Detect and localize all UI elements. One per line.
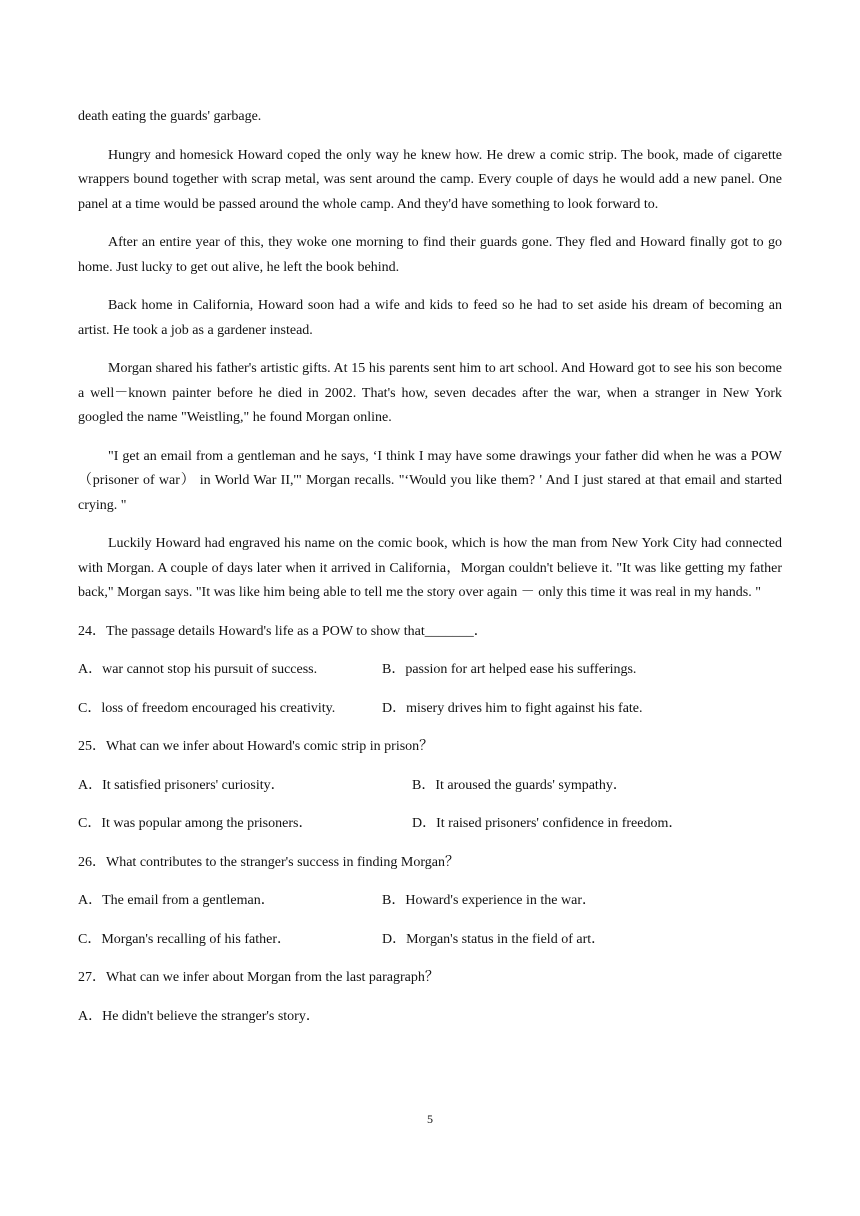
question-26-option-a: A．The email from a gentleman． xyxy=(78,893,275,908)
question-25-option-b: B．It aroused the guards' sympathy． xyxy=(412,777,627,793)
question-25-options-row-1 xyxy=(78,774,782,799)
question-24-options-row-1 xyxy=(78,658,782,683)
question-25-option-d: D．It raised prisoners' confidence in freedom． xyxy=(412,816,683,831)
question-27-options-row-1 xyxy=(78,1005,782,1030)
paragraph-back-home: Back home in California, Howard soon had a wife and kids to feed so he had to set aside his dream of becoming an artist. He took a job as a gardener instead. xyxy=(78,298,782,338)
paragraph-comic-strip: Hungry and homesick Howard coped the only way he knew how. He drew a comic strip. The book, made of cigarette wrappers bound together with scrap metal, was sent around the camp. Every couple of days he would add a new panel. One panel at a time would be passed around the whole camp. And they'd have something to look forward to. xyxy=(78,147,782,212)
question-26-option-d: D．Morgan's status in the field of art． xyxy=(382,931,606,947)
document-body xyxy=(78,105,782,1029)
question-24-option-b: B．passion for art helped ease his sufferings. xyxy=(382,662,637,677)
question-24-options-row-2 xyxy=(78,697,782,722)
question-24-stem: 24．The passage details Howard's life as a POW to show that_______． xyxy=(78,623,488,639)
question-25-option-c: C．It was popular among the prisoners． xyxy=(78,816,313,831)
paragraph-email: "I get an email from a gentleman and he says, ‘I think I may have some drawings your father did when he was a POW （prisoner of war） in World War II,'" Morgan recalls. "‘Would you like them? ' And I just stared at that email and started crying. " xyxy=(78,448,782,513)
question-26-option-c: C．Morgan's recalling of his father． xyxy=(78,931,291,947)
question-27-option-a: A．He didn't believe the stranger's story． xyxy=(78,1008,320,1024)
question-25-stem: 25．What can we infer about Howard's comic strip in prison？ xyxy=(78,739,434,754)
question-27-stem: 27．What can we infer about Morgan from the last paragraph？ xyxy=(78,970,439,985)
paragraph-continuation: death eating the guards' garbage. xyxy=(78,109,262,124)
question-26-stem: 26．What contributes to the stranger's success in finding Morgan？ xyxy=(78,854,459,870)
question-24-option-c: C．loss of freedom encouraged his creativity. xyxy=(78,700,336,716)
paragraph-engraved-name: Luckily Howard had engraved his name on the comic book, which is how the man from New York City had connected with Morgan. A couple of days later when it arrived in California，Morgan couldn't believe it. "It was like getting my father back," Morgan says. "It was like him being able to tell me the story over again － only this time it was real in my hands. " xyxy=(78,536,782,600)
page-number: 5 xyxy=(427,1112,433,1126)
question-25-options-row-2 xyxy=(78,812,782,837)
paragraph-morgan-artist: Morgan shared his father's artistic gifts. At 15 his parents sent him to art school. And Howard got to see his son become a well－known painter before he died in 2002. That's how, seven decades after the war, when a stranger in New York googled the name "Weistling," he found Morgan online. xyxy=(78,361,782,425)
question-26-option-b: B．Howard's experience in the war． xyxy=(382,893,597,908)
question-24-option-d: D．misery drives him to fight against his fate. xyxy=(382,700,643,716)
question-26-options-row-2 xyxy=(78,928,782,953)
question-26-options-row-1 xyxy=(78,889,782,914)
question-25-option-a: A．It satisfied prisoners' curiosity． xyxy=(78,777,285,793)
paragraph-guards-gone: After an entire year of this, they woke one morning to find their guards gone. They fled and Howard finally got to go home. Just lucky to get out alive, he left the book behind. xyxy=(78,235,782,275)
question-24-option-a: A．war cannot stop his pursuit of success. xyxy=(78,662,318,677)
